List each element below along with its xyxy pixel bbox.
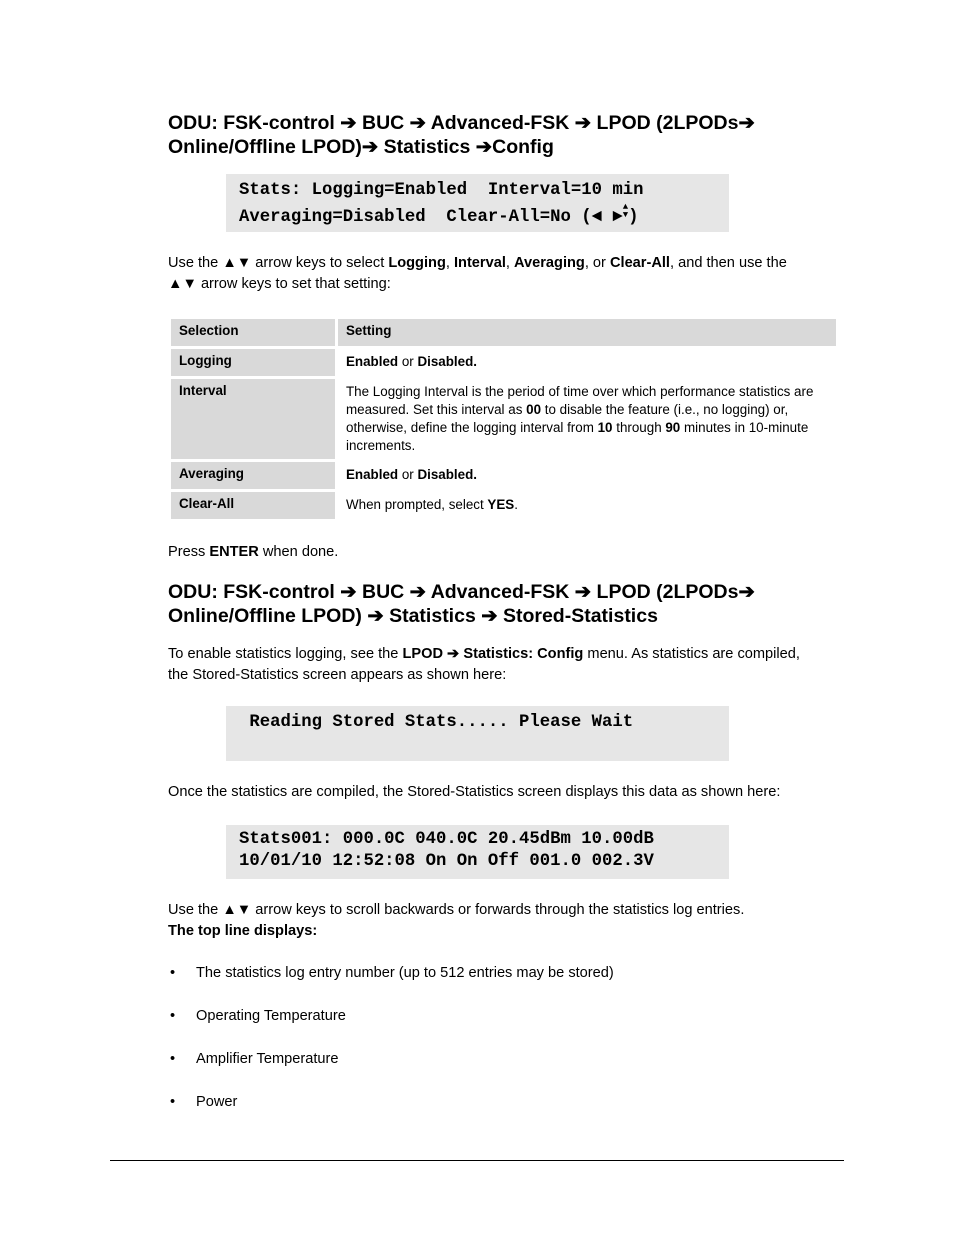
lcd-line: 10/01/10 12:52:08 On On Off 001.0 002.3V (239, 852, 654, 871)
top-line-bullet-list (168, 962, 848, 1134)
selection-cell: Clear-All (171, 492, 335, 519)
instruction-paragraph (168, 253, 848, 295)
settings-table (168, 316, 839, 522)
bullet-icon: • (170, 1094, 176, 1110)
setting-cell: The Logging Interval is the period of time over which performance statistics are measured. Set this interval as 00 to disable the feature (i.e., no logging) or, otherwise, define the logging interval from 10 through 90 minutes in 10-minute increments. (338, 379, 836, 459)
table-header-row (171, 319, 836, 346)
section-heading-stored-statistics (168, 580, 848, 628)
press-enter-text: Press ENTER when done. (168, 544, 339, 560)
heading-line: ODU: FSK-control ➔ BUC ➔ Advanced-FSK ➔ LPOD (2LPODs➔ (168, 581, 755, 603)
intro-paragraph (168, 644, 848, 686)
table-row (171, 492, 836, 519)
top-line-label: The top line displays: (168, 923, 318, 939)
list-item: • Amplifier Temperature (168, 1048, 848, 1091)
table-row (171, 379, 836, 459)
scroll-paragraph (168, 900, 848, 942)
compiled-paragraph: Once the statistics are compiled, the Stored-Statistics screen displays this data as shown here: (168, 784, 781, 800)
instruction-line: ▲▼ arrow keys to set that setting: (168, 276, 391, 292)
heading-line: ODU: FSK-control ➔ BUC ➔ Advanced-FSK ➔ LPOD (2LPODs➔ (168, 112, 755, 134)
bullet-icon: • (170, 1008, 176, 1024)
lcd-line: Stats: Logging=Enabled Interval=10 min (239, 181, 644, 200)
selection-cell: Interval (171, 379, 335, 459)
scroll-line: Use the ▲▼ arrow keys to scroll backwards or forwards through the statistics log entries. (168, 902, 745, 918)
list-item: • The statistics log entry number (up to 512 entries may be stored) (168, 962, 848, 1005)
footer-divider (110, 1160, 844, 1161)
intro-line: the Stored-Statistics screen appears as shown here: (168, 667, 507, 683)
setting-cell: Enabled or Disabled. (338, 462, 836, 489)
heading-line: Online/Offline LPOD) ➔ Statistics ➔ Stored-Statistics (168, 605, 658, 627)
section-heading-config (168, 111, 848, 159)
instruction-line: Use the ▲▼ arrow keys to select Logging, Interval, Averaging, or Clear-All, and then use the (168, 255, 787, 271)
lcd-line-text: Averaging=Disabled Clear-All=No (◄ ► (239, 208, 623, 227)
lcd-line: Stats001: 000.0C 040.0C 20.45dBm 10.00dB (239, 830, 654, 849)
lcd-wait-display (226, 706, 729, 761)
setting-cell: Enabled or Disabled. (338, 349, 836, 376)
lcd-config-display (226, 174, 729, 232)
column-header-setting: Setting (338, 319, 836, 346)
table-row (171, 462, 836, 489)
selection-cell: Logging (171, 349, 335, 376)
list-item: • Power (168, 1091, 848, 1134)
bullet-icon: • (170, 1051, 176, 1067)
bullet-icon: • (170, 965, 176, 981)
lcd-line-text: ) (628, 208, 639, 227)
list-item: • Operating Temperature (168, 1005, 848, 1048)
setting-cell: When prompted, select YES. (338, 492, 836, 519)
column-header-selection: Selection (171, 319, 335, 346)
lcd-line: Reading Stored Stats..... Please Wait (239, 713, 634, 732)
lcd-stats-display (226, 825, 729, 879)
lcd-line (239, 203, 729, 230)
intro-line: To enable statistics logging, see the LPOD ➔ Statistics: Config menu. As statistics are compiled, (168, 646, 800, 662)
up-down-arrow-icon: ▲ ▼ (622, 202, 629, 220)
heading-line: Online/Offline LPOD)➔ Statistics ➔Config (168, 136, 554, 158)
selection-cell: Averaging (171, 462, 335, 489)
table-row (171, 349, 836, 376)
